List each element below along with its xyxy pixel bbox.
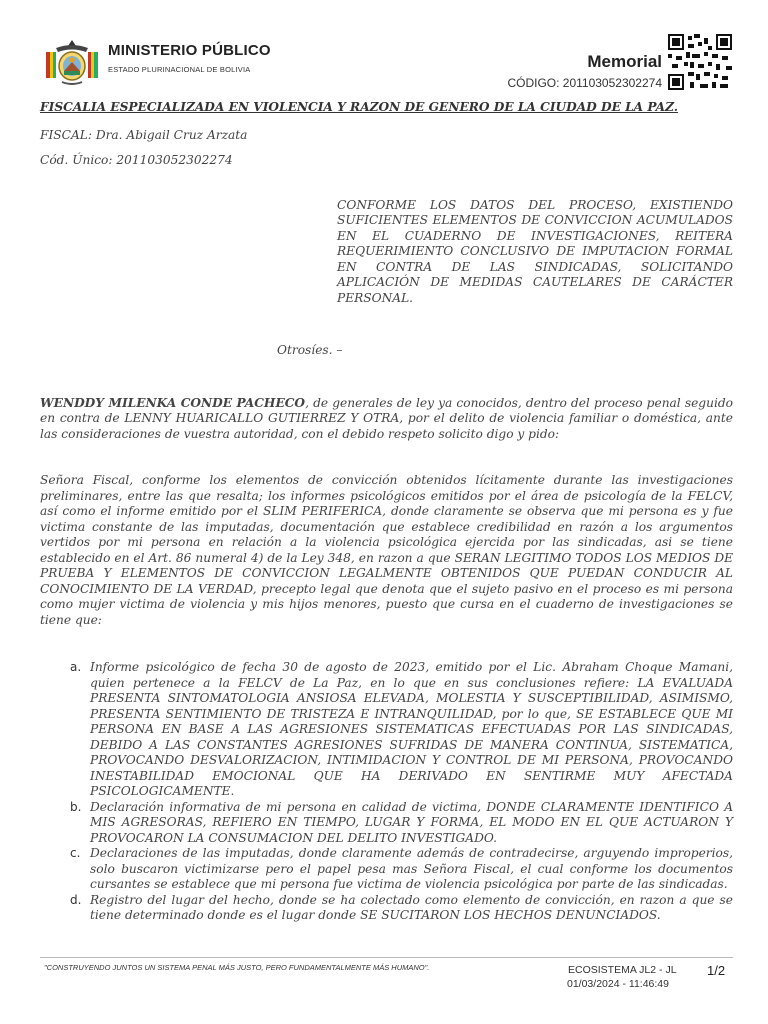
footer-system: ECOSISTEMA JL2 - JL xyxy=(568,964,677,976)
intro-text: , de generales de ley ya conocidos, dentro del proceso penal seguido en contra de LENNY HUARICALLO GUTIERREZ Y OTRA, por el delito de violencia familiar o doméstica, ante las consideraciones de vuestra autoridad, con el debido respeto solicito digo y pido: xyxy=(40,395,733,441)
document-body xyxy=(40,98,733,924)
body-paragraph: Señora Fiscal, conforme los elementos de convicción obtenidos lícitamente durante las investigaciones preliminares, entre las que resalta; los informes psicológicos emitidos por el área de psicología de la FELCV, así como el informe emitido por el SLIM PERIFERICA, donde claramente se observa que mi persona es y fue victima constante de las imputadas, documentación que establece credibilidad en razón a los argumentos vertidos por mi persona en relación a la violencia psicológica ejercida por las sindicadas, asi se tiene establecido en el Art. 86 numeral 4) de la Ley 348, en razon a que SERAN LEGITIMO TODOS LOS MEDIOS DE PRUEBA Y ELEMENTOS DE CONVICCION LEGALMENTE OBTENIDOS QUE PUEDAN CONDUCIR AL CONOCIMIENTO DE LA VERDAD, precepto legal que denota que el sujeto pasivo en el proceso es mi persona como mujer victima de violencia y mis hijos menores, puesto que cursa en el cuaderno de investigaciones se tiene que: xyxy=(40,473,733,627)
document-header xyxy=(0,0,768,100)
qr-code-icon xyxy=(668,34,732,90)
footer-divider xyxy=(40,957,733,958)
petitioner-name: WENDDY MILENKA CONDE PACHECO xyxy=(40,395,306,410)
page-number: 1/2 xyxy=(707,963,726,978)
footer-datetime: 01/03/2024 - 11:46:49 xyxy=(567,978,669,990)
intro-paragraph xyxy=(40,396,733,443)
list-item xyxy=(40,846,733,893)
list-item-text: Informe psicológico de fecha 30 de agosto de 2023, emitido por el Lic. Abraham Choque Mamani, quien pertenece a la FELCV de La Paz, en lo que en sus conclusiones refiere: LA EVALUADA PRESENTA SINTOMATOLOGIA ANSIOSA ELEVADA, MOLESTIA Y SUSCEPTIBILIDAD, ASIMISMO, PRESENTA SENTIMIENTO DE TRISTEZA E INTRANQUILIDAD, por lo que, SE ESTABLECE QUE MI PERSONA EN BASE A LAS AGRESIONES SISTEMATICAS EFECTUADAS POR LAS SINDICADAS, DEBIDO A LAS CONSTANTES AGRESIONES SUFRIDAS DE MANERA CONTINUA, SISTEMATICA, PROVOCANDO DESVALORIZACION, INTIMIDACION Y CONTROL DE MI PERSONA, PROVOCANDO INESTABILIDAD EMOCIONAL QUE HA DERIVADO EN SENTIRME MUY AFECTADA PSICOLOGICAMENTE. xyxy=(90,660,733,798)
list-marker: b. xyxy=(70,799,82,814)
list-item xyxy=(40,660,733,800)
case-code: Cód. Único: 201103052302274 xyxy=(40,153,233,167)
summary-block: CONFORME LOS DATOS DEL PROCESO, EXISTIENDO SUFICIENTES ELEMENTOS DE CONVICCION ACUMULADOS EN EL CUADERNO DE INVESTIGACIONES, REITERA REQUERIMIENTO CONCLUSIVO DE IMPUTACION FORMAL EN CONTRA DE LAS SINDICADAS, SOLICITANDO APLICACIÓN DE MEDIDAS CAUTELARES DE CARÁCTER PERSONAL. xyxy=(337,197,733,305)
footer-slogan: "CONSTRUYENDO JUNTOS UN SISTEMA PENAL MÁS JUSTO, PERO FUNDAMENTALMENTE MÁS HUMANO". xyxy=(44,963,430,972)
document-code: CÓDIGO: 201103052302274 xyxy=(507,76,662,90)
otrosies-label: Otrosíes. – xyxy=(277,343,343,357)
organization-name: MINISTERIO PÚBLICO xyxy=(108,42,271,59)
list-item-text: Declaraciones de las imputadas, donde claramente además de contradecirse, arguyendo improperios, solo buscaron victimizarse pero el papel pesa mas Señora Fiscal, el cual conforme los documentos cursantes se establece que mi persona fue victima de violencia psicológica por parte de las sindicadas. xyxy=(90,846,733,891)
evidence-list xyxy=(40,660,733,924)
list-marker: a. xyxy=(70,660,82,674)
list-item xyxy=(40,800,733,847)
bolivia-coat-of-arms-icon xyxy=(42,38,102,86)
list-item-text: Registro del lugar del hecho, donde se ha colectado como elemento de convicción, en razon a que se tiene determinado donde es el lugar donde SE SUCITARON LOS HECHOS DENUNCIADOS. xyxy=(90,892,733,922)
fiscalia-heading: FISCALIA ESPECIALIZADA EN VIOLENCIA Y RAZON DE GENERO DE LA CIUDAD DE LA PAZ. xyxy=(40,100,679,114)
fiscal-name: FISCAL: Dra. Abigail Cruz Arzata xyxy=(40,127,248,142)
document-type: Memorial xyxy=(587,52,662,71)
list-marker: c. xyxy=(70,846,81,860)
list-item xyxy=(40,893,733,924)
list-item-text: Declaración informativa de mi persona en calidad de victima, DONDE CLARAMENTE IDENTIFICO A MIS AGRESORAS, REFIERO EN TIEMPO, LUGAR Y FORMA, EL MODO EN EL QUE ACTUARON Y PROVOCARON LA CONSUMACION DEL DELITO INVESTIGADO. xyxy=(90,799,733,845)
organization-subtitle: ESTADO PLURINACIONAL DE BOLIVIA xyxy=(108,65,251,74)
list-marker: d. xyxy=(70,892,82,907)
